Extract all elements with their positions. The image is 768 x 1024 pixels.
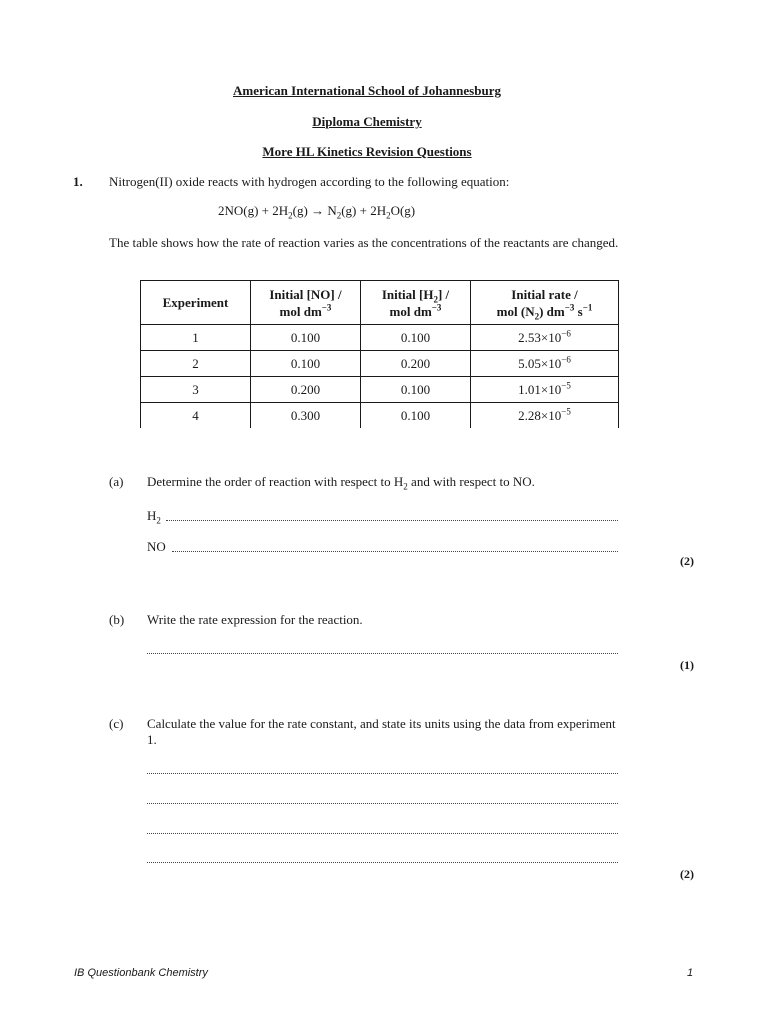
cell-rate: $1.01\times 10^{-5}$ <box>471 377 619 403</box>
question-number: 1. <box>73 174 83 189</box>
part-a-label: (a) <box>109 474 124 489</box>
answer-line-b[interactable] <box>147 652 618 654</box>
answer-label-h2: $H_2$ <box>147 508 161 526</box>
answer-line-c4[interactable] <box>147 861 618 863</box>
marks-part-c: (2) <box>680 867 694 881</box>
table-row <box>141 377 619 403</box>
cell-rate: $2.28\times 10^{-5}$ <box>471 403 619 429</box>
reaction-equation: $2NO(g) + 2H_2(g) \to N_2(g) + 2H_2O(g)$ <box>218 203 416 221</box>
header-experiment: Experiment <box>141 281 251 325</box>
table-row <box>141 351 619 377</box>
part-c-question: Calculate the value for the rate constant, and state its units using the data from experiment 1. <box>147 716 616 747</box>
cell-rate: $2.53\times 10^{-6}$ <box>471 325 619 351</box>
table-intro: The table shows how the rate of reaction varies as the concentrations of the reactants are changed. <box>109 235 619 250</box>
cell-no: 0.300 <box>251 403 361 429</box>
cell-no: 0.200 <box>251 377 361 403</box>
table-row <box>141 325 619 351</box>
question-intro: Nitrogen(II) oxide reacts with hydrogen according to the following equation: <box>109 174 510 189</box>
part-a-question: Determine the order of reaction with respect to $H_2$ and with respect to NO. <box>147 474 535 492</box>
answer-line-no[interactable] <box>172 550 618 552</box>
cell-experiment: 4 <box>141 403 251 429</box>
cell-experiment: 1 <box>141 325 251 351</box>
header-initial-h2: Initial $[H_2]$ / mol $dm^{-3}$ <box>361 281 471 325</box>
answer-line-c2[interactable] <box>147 802 618 804</box>
course-name: Diploma Chemistry <box>312 114 422 129</box>
answer-line-c1[interactable] <box>147 772 618 774</box>
table-row <box>141 403 619 429</box>
cell-h2: 0.100 <box>361 377 471 403</box>
cell-no: 0.100 <box>251 325 361 351</box>
footer-source: IB Questionbank Chemistry <box>74 967 208 979</box>
marks-part-a: (2) <box>680 554 694 568</box>
table-header-row <box>141 281 619 325</box>
cell-h2: 0.100 <box>361 403 471 429</box>
answer-line-c3[interactable] <box>147 832 618 834</box>
answer-line-h2[interactable] <box>166 519 618 521</box>
page-title: More HL Kinetics Revision Questions <box>262 144 472 159</box>
marks-part-b: (1) <box>680 658 694 672</box>
answer-label-no: NO <box>147 539 166 554</box>
cell-no: 0.100 <box>251 351 361 377</box>
cell-h2: 0.200 <box>361 351 471 377</box>
part-b-label: (b) <box>109 612 125 627</box>
rate-data-table <box>140 280 619 428</box>
part-c-label: (c) <box>109 716 124 731</box>
page-number: 1 <box>687 967 694 979</box>
school-name: American International School of Johannesburg <box>233 83 501 98</box>
cell-experiment: 3 <box>141 377 251 403</box>
cell-experiment: 2 <box>141 351 251 377</box>
cell-rate: $5.05\times 10^{-6}$ <box>471 351 619 377</box>
header-initial-rate: Initial rate / mol $(N_2)$ $dm^{-3}$ $s^{-1}$ <box>471 281 619 325</box>
header-initial-no: Initial [NO] / mol $dm^{-3}$ <box>251 281 361 325</box>
cell-h2: 0.100 <box>361 325 471 351</box>
part-b-question: Write the rate expression for the reaction. <box>147 612 363 627</box>
